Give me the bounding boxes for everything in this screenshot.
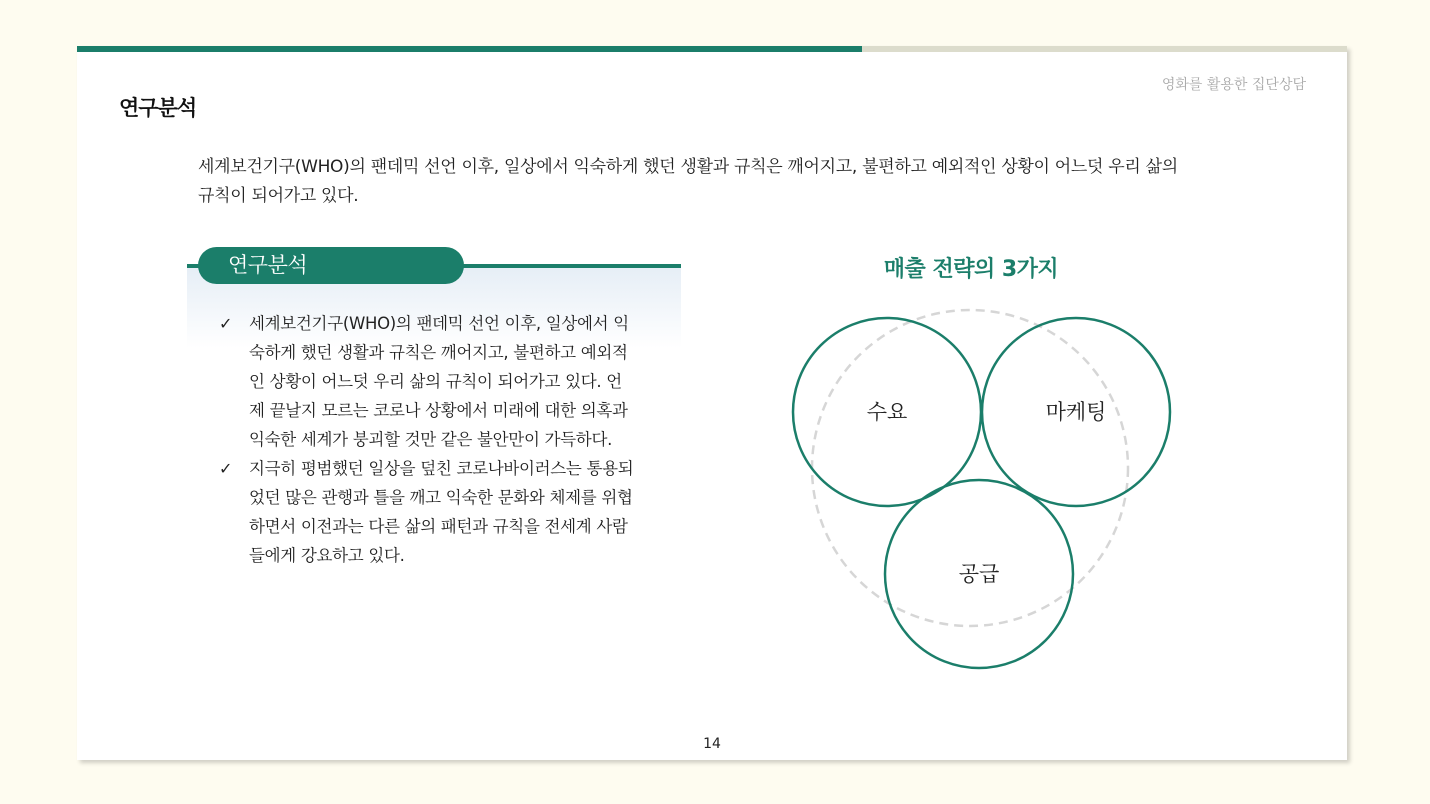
slide-title: 연구분석 bbox=[119, 96, 197, 120]
circle-label-demand: 수요 bbox=[866, 400, 908, 424]
bullet-line: 제 끝날지 모르는 코로나 상황에서 미래에 대한 의혹과 bbox=[249, 401, 628, 420]
bullet-line: 지극히 평범했던 일상을 덮친 코로나바이러스는 통용되 bbox=[249, 459, 634, 478]
section-header-label: 연구분석 bbox=[198, 247, 464, 284]
list-item bbox=[217, 454, 657, 570]
bullet-line: 하면서 이전과는 다른 삶의 패턴과 규칙을 전세계 사람 bbox=[249, 517, 628, 536]
bullet-line: 들에게 강요하고 있다. bbox=[249, 546, 405, 565]
list-item bbox=[217, 309, 657, 454]
intro-paragraph bbox=[198, 153, 1208, 211]
checkmark-icon: ✓ bbox=[219, 459, 233, 478]
intro-line: 규칙이 되어가고 있다. bbox=[198, 186, 359, 206]
bullet-line: 세계보건기구(WHO)의 팬데믹 선언 이후, 일상에서 익 bbox=[249, 314, 629, 333]
progress-bar-fill bbox=[77, 46, 862, 52]
venn-diagram bbox=[777, 306, 1197, 676]
slide bbox=[77, 46, 1347, 760]
slide-subtitle: 영화를 활용한 집단상담 bbox=[1161, 77, 1306, 93]
circle-label-supply: 공급 bbox=[958, 562, 1000, 586]
diagram-title: 매출 전략의 3가지 bbox=[883, 257, 1059, 282]
bullet-line: 었던 많은 관행과 틀을 깨고 익숙한 문화와 체제를 위협 bbox=[249, 488, 633, 507]
circle-label-marketing: 마케팅 bbox=[1045, 400, 1107, 424]
bullet-line: 인 상황이 어느덧 우리 삶의 규칙이 되어가고 있다. 언 bbox=[249, 372, 622, 391]
intro-line: 세계보건기구(WHO)의 팬데믹 선언 이후, 일상에서 익숙하게 했던 생활과 규칙은 깨어지고, 불편하고 예외적인 상황이 어느덧 우리 삶의 bbox=[198, 157, 1178, 177]
bullet-line: 익숙한 세계가 붕괴할 것만 같은 불안만이 가득하다. bbox=[249, 430, 613, 449]
page-number: 14 bbox=[703, 736, 721, 752]
bullet-list bbox=[217, 309, 657, 570]
checkmark-icon: ✓ bbox=[219, 314, 233, 333]
progress-bar-track bbox=[77, 46, 1347, 52]
bullet-line: 숙하게 했던 생활과 규칙은 깨어지고, 불편하고 예외적 bbox=[249, 343, 628, 362]
